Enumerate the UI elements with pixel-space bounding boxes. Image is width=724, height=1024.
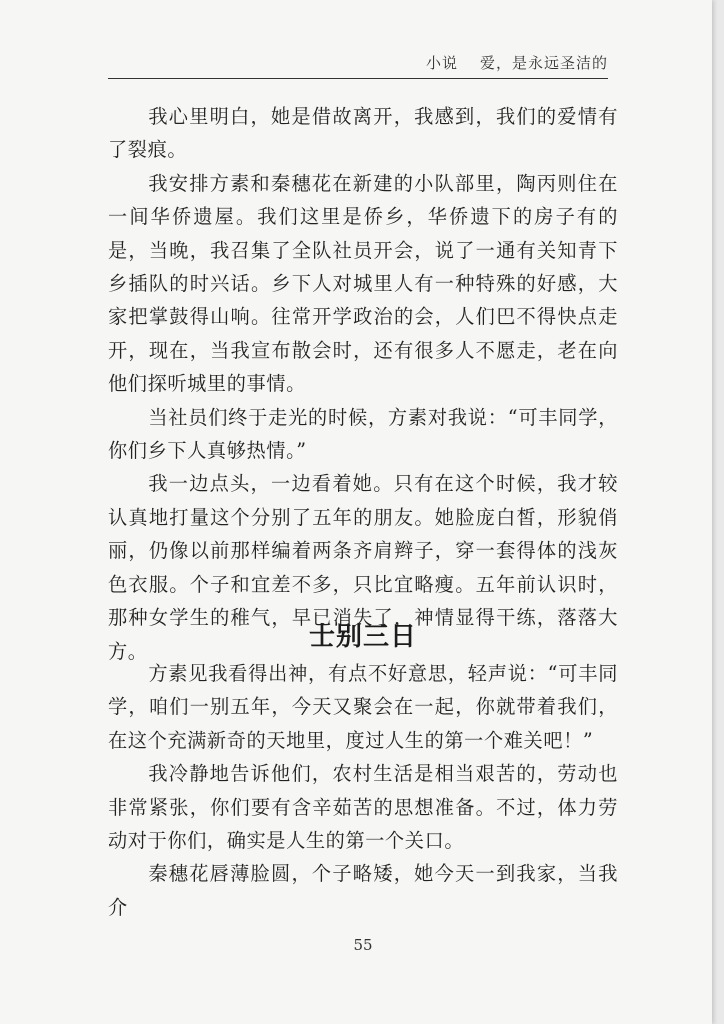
body-text-before-heading	[108, 100, 618, 668]
paragraph: 我心里明白，她是借故离开，我感到，我们的爱情有了裂痕。	[108, 105, 618, 162]
running-header	[108, 52, 608, 79]
header-section-label: 小说	[425, 54, 458, 72]
paragraph: 我一边点头，一边看着她。只有在这个时候，我才较认真地打量这个分别了五年的朋友。她脸庞白皙，形貌俏丽，仍像以前那样编着两条齐肩辫子，穿一套得体的浅灰色衣服。个子和宜差不多，只比宜略瘦。五年前认识时，那种女学生的稚气，早已消失了，神情显得干练，落落大方。	[108, 472, 618, 663]
section-heading: 士别三日	[308, 622, 417, 652]
paragraph: 秦穗花唇薄脸圆，个子略矮，她今天一到我家，当我介	[108, 862, 618, 919]
paragraph: 我安排方素和秦穗花在新建的小队部里，陶丙则住在一间华侨遗屋。我们这里是侨乡，华侨遗下的房子有的是，当晚，我召集了全队社员开会，说了一通有关知青下乡插队的时兴话。乡下人对城里人有一种特殊的好感，大家把掌鼓得山响。往常开学政治的会，人们巴不得快点走开，现在，当我宣布散会时，还有很多人不愿走，老在向他们探听城里的事情。	[108, 171, 618, 396]
header-title: 爱，是永远圣洁的	[479, 54, 608, 72]
paragraph: 方素见我看得出神，有点不好意思，轻声说：“可丰同学，咱们一别五年，今天又聚会在一起，你就带着我们，在这个充满新奇的天地里，度过人生的第一个难关吧！”	[108, 662, 618, 752]
body-text-after-heading	[108, 657, 618, 924]
page-number: 55	[353, 936, 373, 954]
paragraph: 当社员们终于走光的时候，方素对我说：“可丰同学，你们乡下人真够热情。”	[108, 405, 618, 463]
paragraph: 我冷静地告诉他们，农村生活是相当艰苦的，劳动也非常紧张，你们要有含辛茹苦的思想准备。不过，体力劳动对于你们，确实是人生的第一个关口。	[108, 762, 618, 853]
